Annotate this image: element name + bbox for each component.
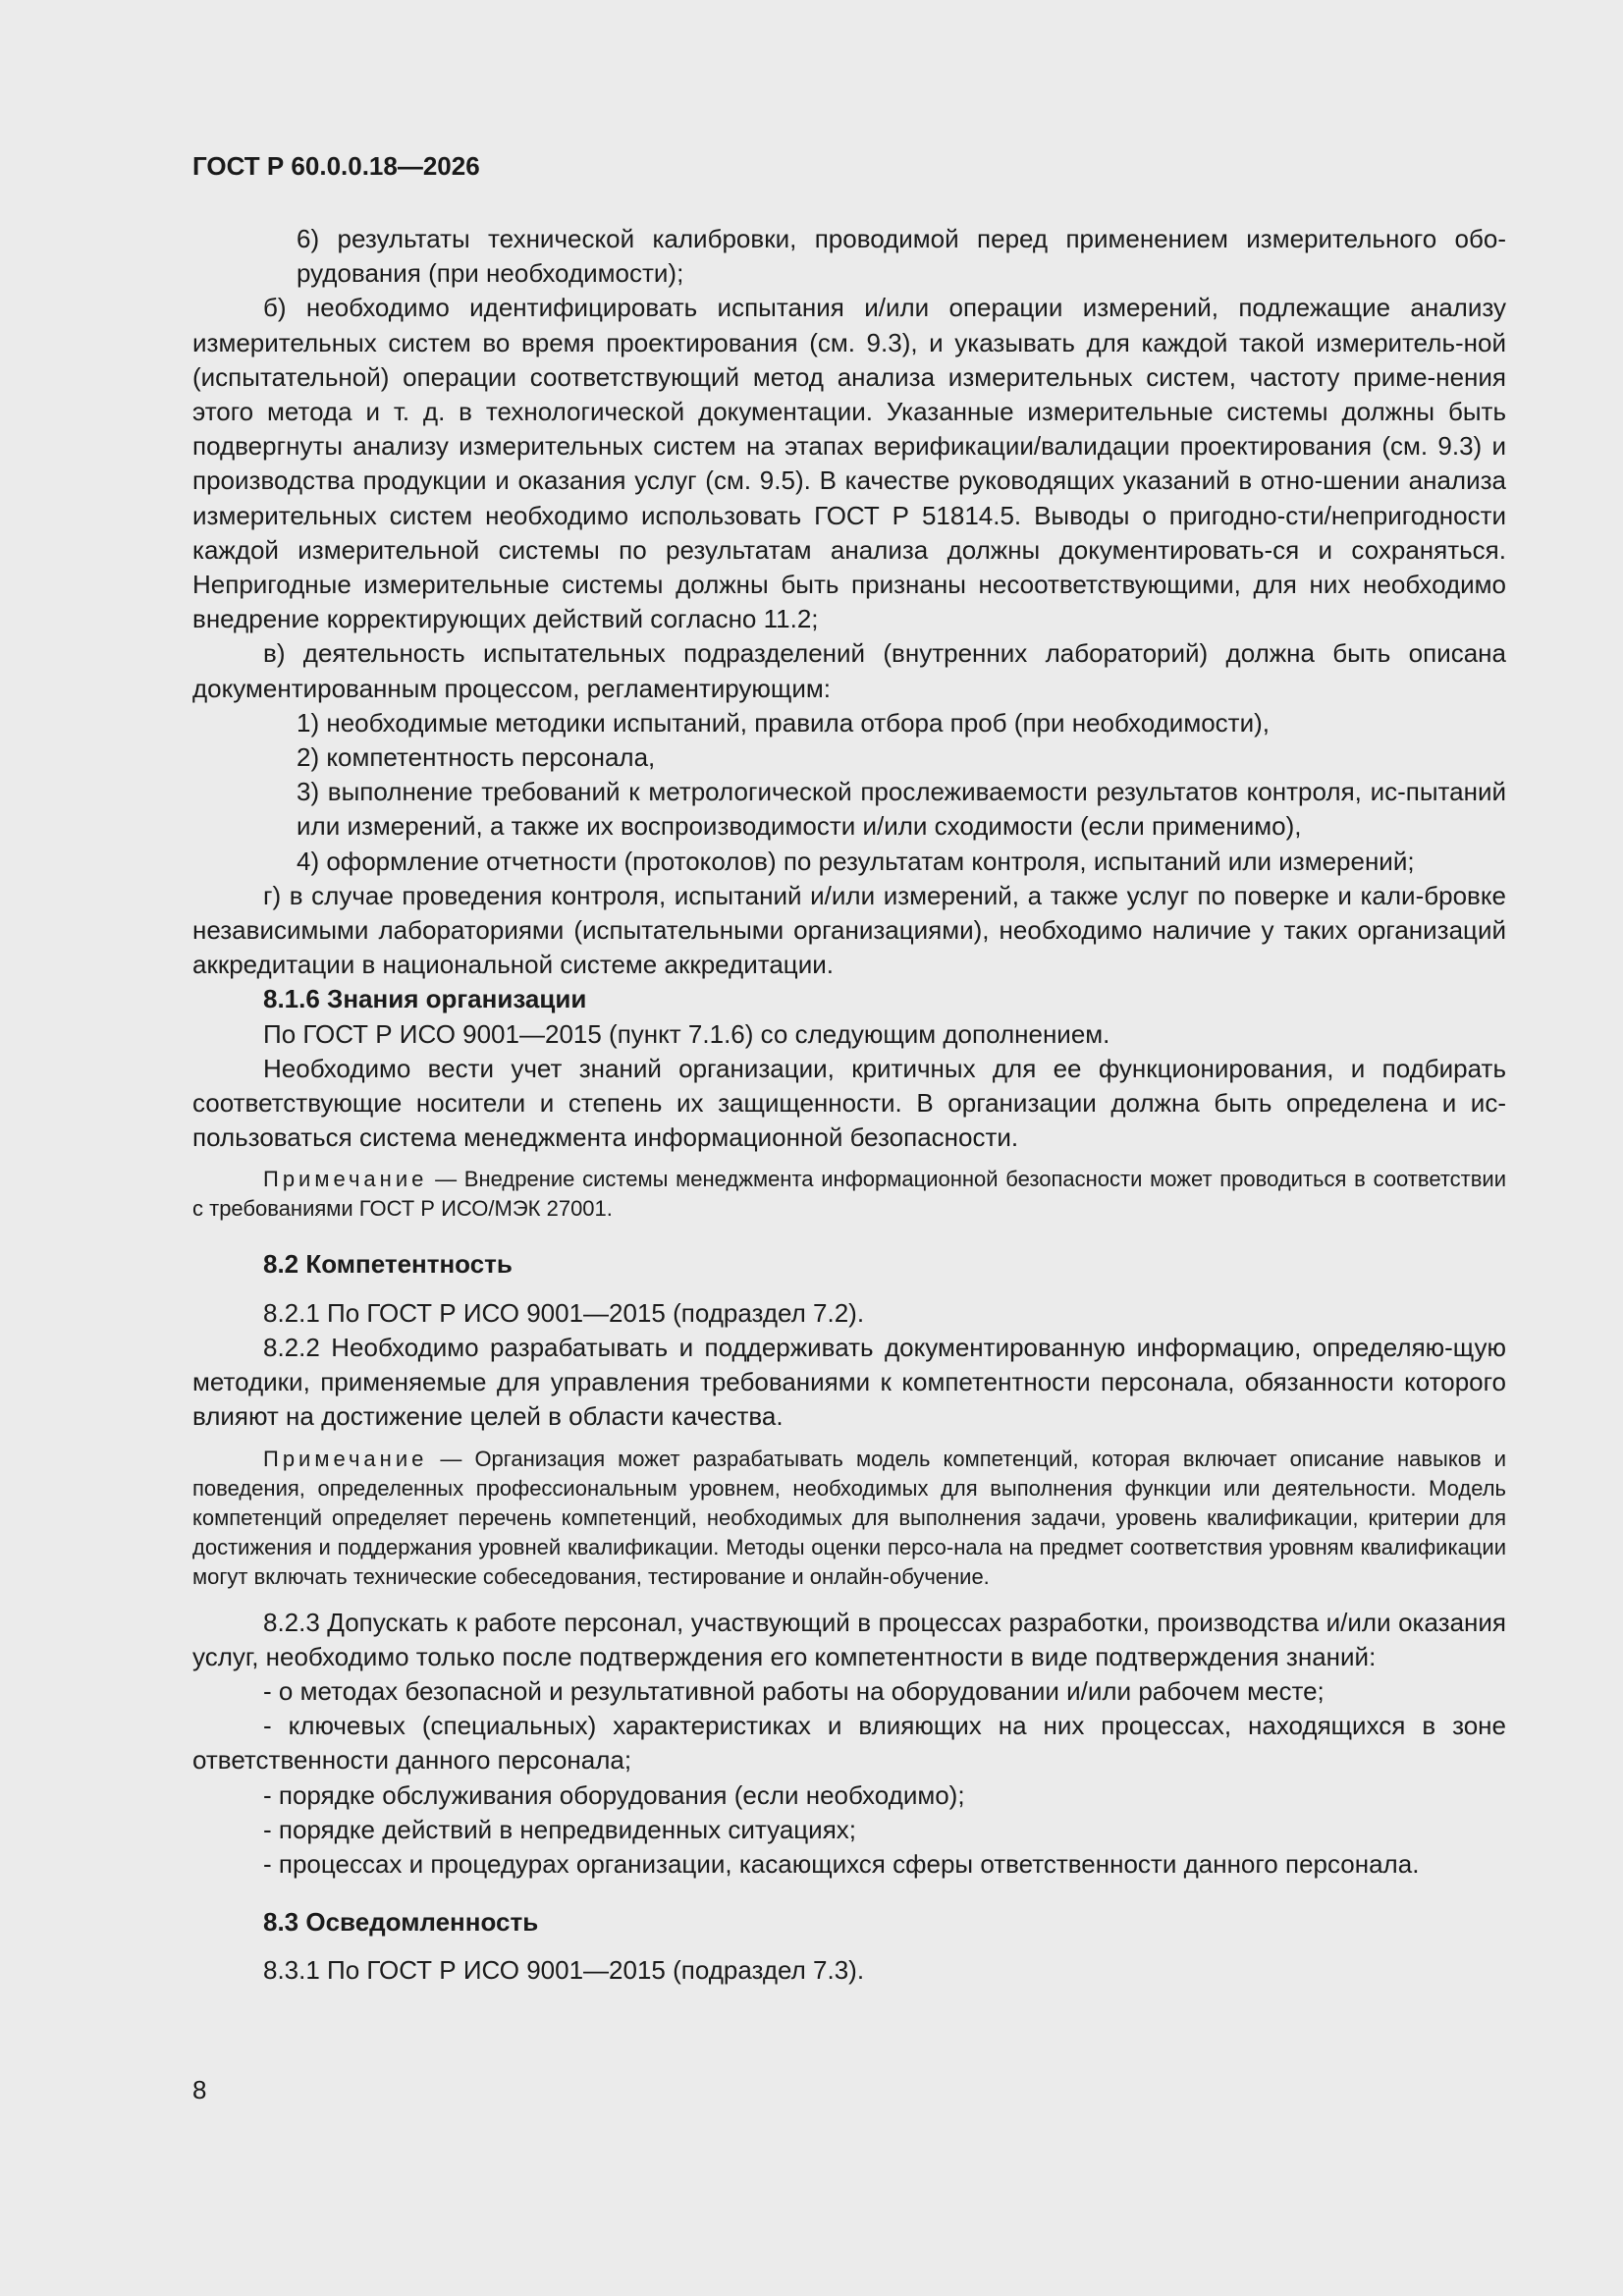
- section-heading-8-1-6: 8.1.6 Знания организации: [263, 984, 587, 1014]
- note: [192, 1165, 1506, 1224]
- list-item: - о методах безопасной и результативной работы на оборудовании и/или рабочем месте;: [263, 1675, 1325, 1706]
- list-item: 4) оформление отчетности (протоколов) по результатам контроля, испытаний или измерений;: [297, 846, 1415, 876]
- page-body: [192, 222, 1506, 1989]
- list-item: - порядке действий в непредвиденных ситуациях;: [263, 1814, 856, 1844]
- paragraph: 8.3.1 По ГОСТ Р ИСО 9001—2015 (подраздел 7.3).: [263, 1955, 865, 1986]
- note-text: — Внедрение системы менеджмента информационной безопасности может проводиться в соответствии с требованиями ГОСТ Р ИСО/МЭК 27001.: [192, 1167, 1506, 1222]
- paragraph: б) необходимо идентифицировать испытания и/или операции измерений, подлежащие анализу измерительных систем во время проектирования (см. 9.3), и указывать для каждой такой измеритель-ной (испытательной) операции соответствующий метод анализа измерительных систем, частоту приме-нения этого метода и т. д. в технологической документации. Указанные измерительные системы должны быть подвергнуты анализу измерительных систем на этапах верификации/валидации проектирования (см. 9.3) и производства продукции и оказания услуг (см. 9.5). В качестве руководящих указаний в отно-шении анализа измерительных систем необходимо использовать ГОСТ Р 51814.5. Выводы о пригодно-сти/непригодности каждой измерительной системы по результатам анализа должны документировать-ся и сохраняться. Непригодные измерительные системы должны быть признаны несоответствующими, для них необходимо внедрение корректирующих действий согласно 11.2;: [192, 293, 1506, 634]
- section-heading-8-3: 8.3 Осведомленность: [263, 1907, 539, 1938]
- document-code: ГОСТ Р 60.0.0.18—2026: [192, 151, 480, 181]
- section-heading-8-2: 8.2 Компетентность: [263, 1249, 513, 1280]
- note-label: Примечание: [263, 1167, 428, 1192]
- paragraph: в) деятельность испытательных подразделений (внутренних лабораторий) должна быть описана документированным процессом, регламентирующим:: [192, 638, 1506, 703]
- paragraph: По ГОСТ Р ИСО 9001—2015 (пункт 7.1.6) со следующим дополнением.: [263, 1018, 1110, 1049]
- list-item: 6) результаты технической калибровки, проводимой перед применением измерительного обо-рудования (при необходимости);: [297, 224, 1506, 289]
- list-item: 1) необходимые методики испытаний, правила отбора проб (при необходимости),: [297, 707, 1270, 738]
- list-item: - ключевых (специальных) характеристиках и влияющих на них процессах, находящихся в зоне ответственности данного персонала;: [192, 1711, 1506, 1776]
- paragraph: г) в случае проведения контроля, испытаний и/или измерений, а также услуг по поверке и кали-бровке независимыми лабораториями (испытательными организациями), необходимо наличие у таких организаций аккредитации в национальной системе аккредитации.: [192, 880, 1506, 980]
- paragraph: Необходимо вести учет знаний организации, критичных для ее функционирования, и подбирать соответствующие носители и степень их защищенности. В организации должна быть определена и ис-пользоваться система менеджмента информационной безопасности.: [192, 1053, 1506, 1153]
- paragraph: 8.2.3 Допускать к работе персонал, участвующий в процессах разработки, производства и/или оказания услуг, необходимо только после подтверждения его компетентности в виде подтверждения знаний:: [192, 1607, 1506, 1671]
- note-text: — Организация может разрабатывать модель компетенций, которая включает описание навыков и поведения, определенных профессиональным уровнем, необходимых для выполнения функции или деятельности. Модель компетенций определяет перечень компетенций, необходимых для выполнения задачи, уровень квалификации, критерии для достижения и поддержания уровней квалификации. Методы оценки персо-нала на предмет соответствия уровням квалификации могут включать технические собеседования, тестирование и онлайн-обучение.: [192, 1446, 1506, 1589]
- paragraph: 8.2.1 По ГОСТ Р ИСО 9001—2015 (подраздел 7.2).: [263, 1297, 865, 1328]
- note-label: Примечание: [263, 1446, 428, 1471]
- note: [192, 1445, 1506, 1592]
- list-item: - порядке обслуживания оборудования (если необходимо);: [263, 1779, 965, 1810]
- list-item: - процессах и процедурах организации, касающихся сферы ответственности данного персонала.: [263, 1848, 1420, 1879]
- list-item: 2) компетентность персонала,: [297, 742, 656, 773]
- list-item: 3) выполнение требований к метрологической прослеживаемости результатов контроля, ис-пытаний или измерений, а также их воспроизводимости и/или сходимости (если применимо),: [297, 777, 1506, 842]
- paragraph: 8.2.2 Необходимо разрабатывать и поддерживать документированную информацию, определяю-щую методики, применяемые для управления требованиями к компетентности персонала, обязанности которого влияют на достижение целей в области качества.: [192, 1332, 1506, 1432]
- page-number: 8: [192, 2075, 207, 2105]
